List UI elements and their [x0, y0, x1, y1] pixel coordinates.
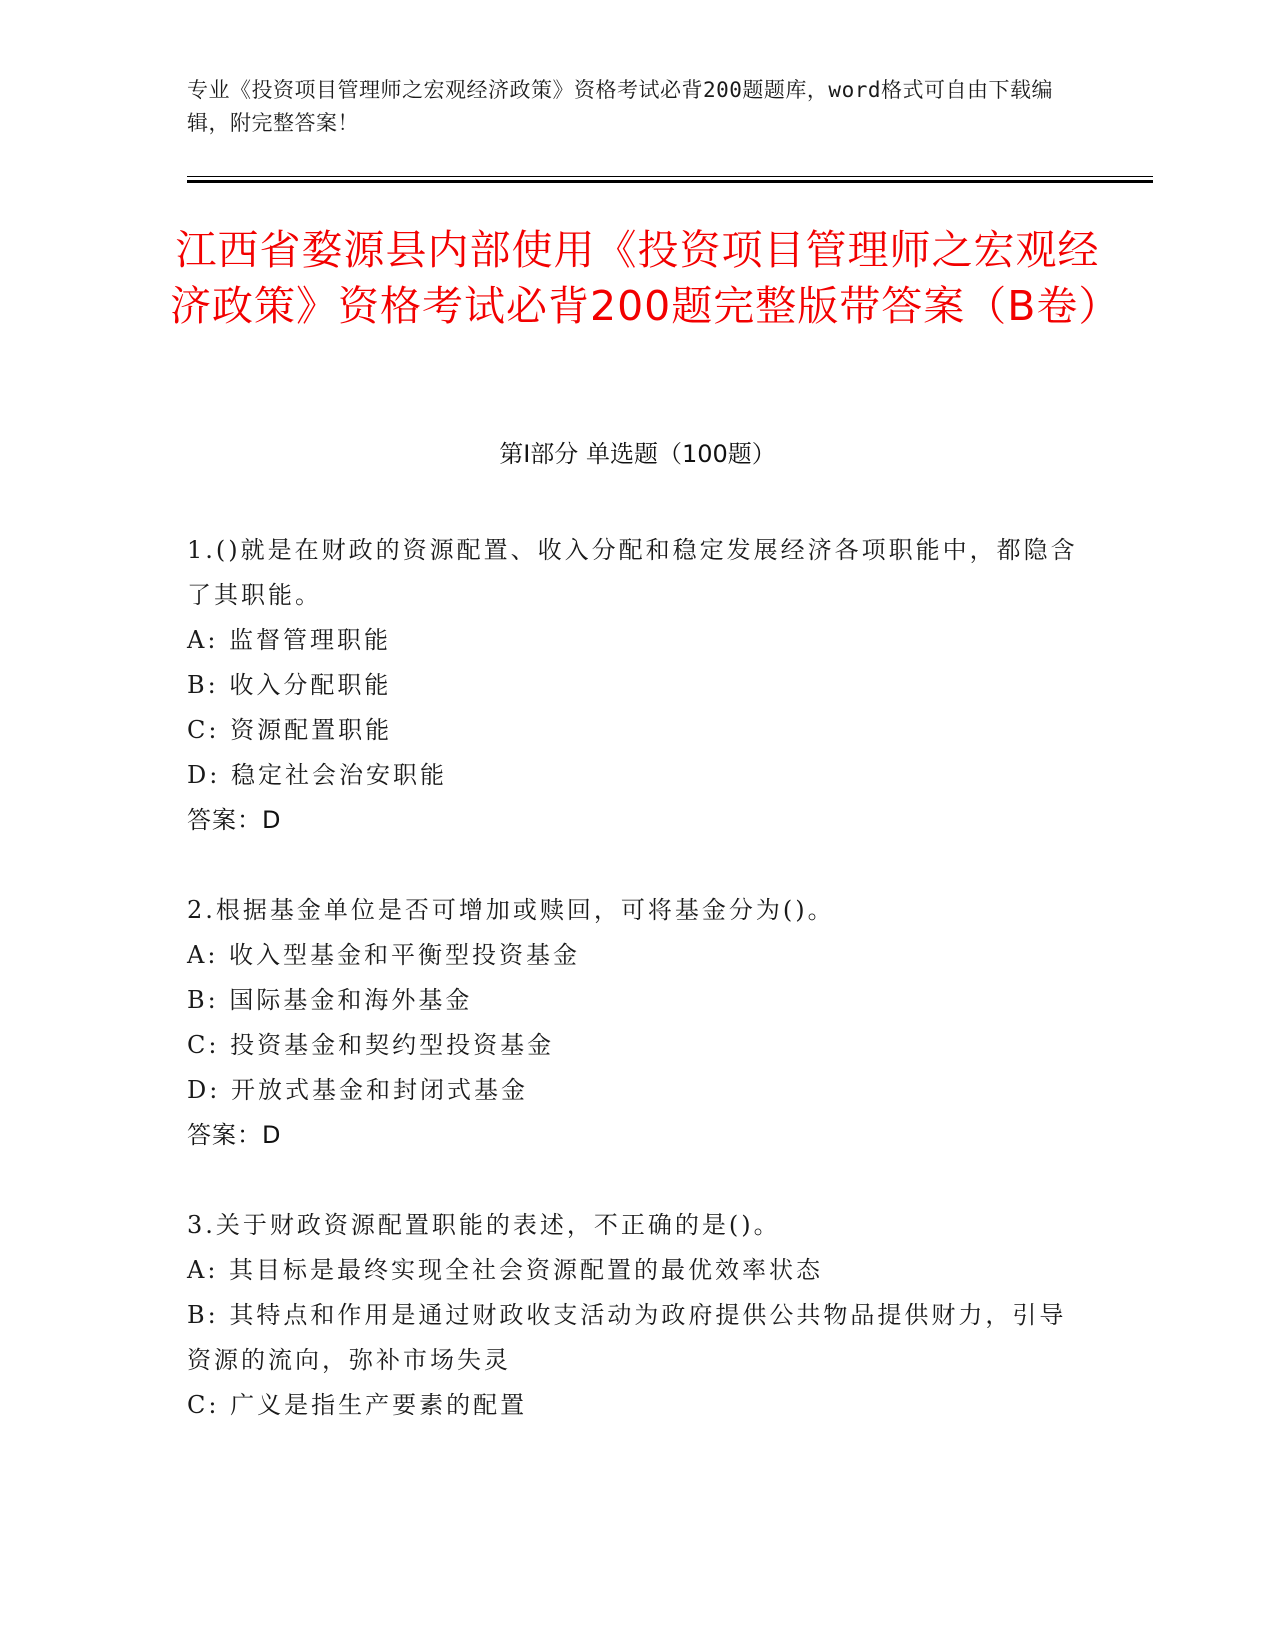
question-item	[187, 1203, 1087, 1428]
option-c: C: 投资基金和契约型投资基金	[187, 1031, 555, 1059]
option-a: A: 监督管理职能	[187, 626, 392, 654]
question-stem: 2.根据基金单位是否可增加或赎回，可将基金分为()。	[187, 896, 835, 924]
option-c: C: 资源配置职能	[187, 716, 393, 744]
option-a: A: 其目标是最终实现全社会资源配置的最优效率状态	[187, 1256, 824, 1284]
option-b: B: 收入分配职能	[187, 671, 392, 699]
option-d: D: 稳定社会治安职能	[187, 761, 447, 789]
header-divider-thick	[187, 180, 1153, 183]
header-note: 专业《投资项目管理师之宏观经济政策》资格考试必背200题题库，word格式可自由下载编辑，附完整答案！	[187, 78, 1053, 135]
option-d: D: 开放式基金和封闭式基金	[187, 1076, 528, 1104]
question-stem: 3.关于财政资源配置职能的表述，不正确的是()。	[187, 1211, 781, 1239]
section-heading: 第Ⅰ部分 单选题（100题）	[499, 440, 776, 468]
question-list	[187, 528, 1087, 1473]
question-stem: 1.()就是在财政的资源配置、收入分配和稳定发展经济各项职能中，都隐含了其职能。	[187, 536, 1078, 609]
option-b: B: 其特点和作用是通过财政收支活动为政府提供公共物品提供财力，引导资源的流向，弥补市场失灵	[187, 1301, 1067, 1374]
option-a: A: 收入型基金和平衡型投资基金	[187, 941, 581, 969]
option-b: B: 国际基金和海外基金	[187, 986, 473, 1014]
question-item	[187, 888, 1087, 1158]
question-item	[187, 528, 1087, 843]
option-c: C: 广义是指生产要素的配置	[187, 1391, 528, 1419]
header-divider-thin	[187, 176, 1153, 177]
answer-line: 答案：D	[187, 1121, 282, 1149]
document-title: 江西省婺源县内部使用《投资项目管理师之宏观经济政策》资格考试必背200题完整版带答案（B卷）	[170, 226, 1121, 330]
answer-line: 答案：D	[187, 806, 282, 834]
